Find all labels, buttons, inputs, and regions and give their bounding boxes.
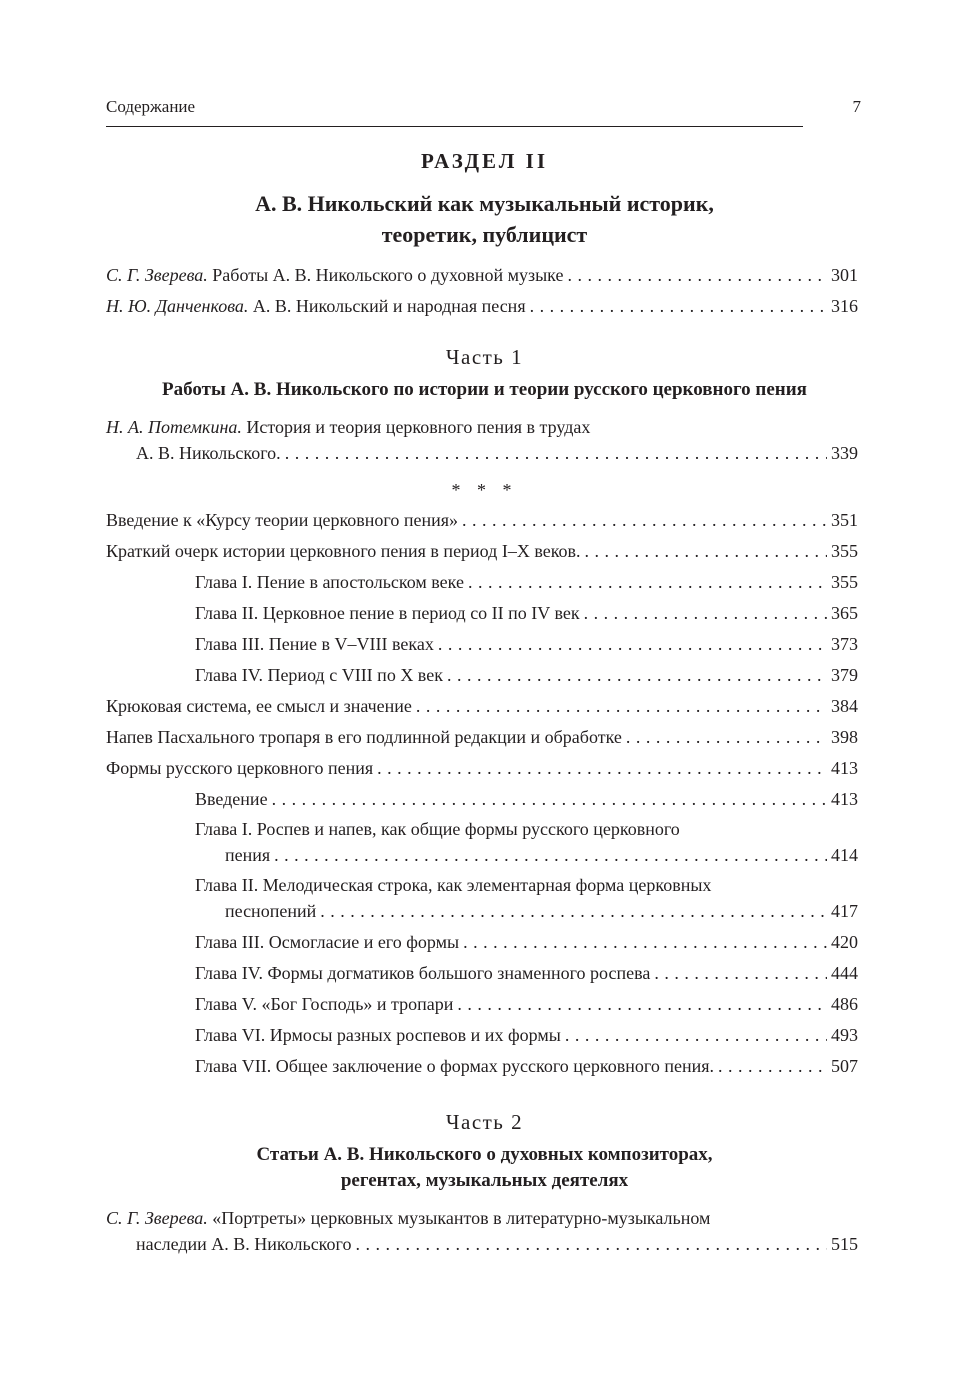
page-ref: 351	[831, 510, 858, 530]
toc-entry	[195, 992, 858, 1016]
toc-entry	[136, 1232, 858, 1256]
entry-title: Напев Пасхального тропаря в его подлинной редакции и обработке	[106, 727, 622, 747]
toc-entry	[195, 663, 858, 687]
part2-label: Часть 2	[445, 1110, 524, 1134]
running-title: Содержание	[106, 97, 196, 116]
entry-title-cont: песнопений	[225, 901, 317, 921]
section-title	[106, 188, 863, 250]
entry-title: Глава III. Пение в V–VIII веках	[195, 634, 434, 654]
part1-label: Часть 1	[445, 345, 524, 369]
toc-entry	[106, 508, 858, 532]
entry-title: Глава VI. Ирмосы разных роспевов и их формы	[195, 1025, 561, 1045]
page-ref: 444	[831, 963, 858, 983]
toc-entry	[106, 539, 858, 563]
toc-entry	[195, 1023, 858, 1047]
entry-title: Краткий очерк истории церковного пения в период I–X веков.	[106, 541, 581, 561]
toc-entry	[136, 441, 858, 465]
part2-title	[106, 1142, 863, 1194]
page-ref: 379	[831, 665, 858, 685]
dot-leader	[530, 294, 827, 318]
entry-title: «Портреты» церковных музыкантов в литературно-музыкальном	[207, 1208, 711, 1228]
page-ref: 507	[831, 1056, 858, 1076]
part1-title: Работы А. В. Никольского по истории и теории русского церковного пения	[162, 379, 807, 400]
dot-leader	[457, 992, 827, 1016]
toc-entry	[225, 899, 858, 923]
dot-leader	[272, 787, 827, 811]
toc-entry	[106, 725, 858, 749]
dot-leader	[320, 899, 827, 923]
toc-entry-text	[106, 263, 563, 287]
entry-title: Крюковая система, ее смысл и значение	[106, 696, 412, 716]
page-ref: 493	[831, 1025, 858, 1045]
dot-leader	[718, 1054, 827, 1078]
toc-entry	[195, 1054, 858, 1078]
header-rule	[106, 126, 803, 127]
page-ref: 339	[831, 443, 858, 463]
entry-title: Глава VII. Общее заключение о формах русского церковного пения.	[195, 1056, 714, 1076]
page-ref: 355	[831, 572, 858, 592]
section-label: РАЗДЕЛ II	[420, 149, 548, 173]
dot-leader	[584, 601, 827, 625]
entry-title: Введение к «Курсу теории церковного пения»	[106, 510, 459, 530]
dot-leader	[416, 694, 827, 718]
toc-entry	[195, 632, 858, 656]
toc-entry	[195, 570, 858, 594]
section-title-line2: теоретик, публицист	[381, 222, 588, 247]
entry-title-cont: пения	[225, 845, 271, 865]
entry-title-line1: Глава I. Роспев и напев, как общие формы русского церковного	[195, 819, 680, 839]
toc-entry-line1	[106, 415, 590, 439]
dot-leader	[463, 930, 827, 954]
dot-leader	[438, 632, 827, 656]
section-title-line1: А. В. Никольский как музыкальный историк,	[255, 191, 714, 216]
part2-title-line1: Статьи А. В. Никольского о духовных композиторах,	[256, 1144, 713, 1165]
separator-asterisks: * * *	[451, 480, 518, 500]
toc-entry	[195, 930, 858, 954]
toc-entry	[195, 961, 858, 985]
page-ref: 413	[831, 789, 858, 809]
toc-entry	[106, 756, 858, 780]
toc-entry	[195, 601, 858, 625]
author-name: Н. Ю. Данченкова.	[106, 296, 249, 316]
dot-leader	[585, 539, 827, 563]
toc-entry	[106, 263, 858, 287]
entry-title: Глава IV. Период с VIII по X век	[195, 665, 443, 685]
page-ref: 413	[831, 758, 858, 778]
entry-title-cont: наследии А. В. Никольского	[136, 1234, 352, 1254]
author-name: С. Г. Зверева.	[106, 265, 208, 285]
page-ref: 515	[831, 1234, 858, 1254]
toc-entry	[225, 843, 858, 867]
page-ref: 414	[831, 845, 858, 865]
entry-title: Глава I. Пение в апостольском веке	[195, 572, 464, 592]
dot-leader	[462, 508, 827, 532]
dot-leader	[274, 843, 827, 867]
page-ref: 398	[831, 727, 858, 747]
entry-title: Формы русского церковного пения	[106, 758, 374, 778]
dot-leader	[285, 441, 827, 465]
page-ref: 417	[831, 901, 858, 921]
page-ref: 365	[831, 603, 858, 623]
entry-title: Введение	[195, 789, 268, 809]
dot-leader	[447, 663, 827, 687]
dot-leader	[654, 961, 827, 985]
part2-title-line2: регентах, музыкальных деятелях	[340, 1170, 629, 1191]
page-ref: 373	[831, 634, 858, 654]
entry-title: А. В. Никольский и народная песня	[248, 296, 526, 316]
dot-leader	[377, 756, 827, 780]
dot-leader	[355, 1232, 827, 1256]
dot-leader	[626, 725, 827, 749]
page-ref: 355	[831, 541, 858, 561]
dot-leader	[567, 263, 827, 287]
author-name: Н. А. Потемкина.	[106, 417, 242, 437]
toc-entry-text	[106, 294, 526, 318]
entry-title: История и теория церковного пения в трудах	[241, 417, 591, 437]
author-name: С. Г. Зверева.	[106, 1208, 208, 1228]
toc-entry	[106, 294, 858, 318]
page-ref: 384	[831, 696, 858, 716]
page-ref: 316	[831, 296, 858, 316]
dot-leader	[468, 570, 827, 594]
page-number: 7	[852, 97, 861, 116]
page-ref: 420	[831, 932, 858, 952]
entry-title: Работы А. В. Никольского о духовной музыке	[207, 265, 564, 285]
entry-title-line1: Глава II. Мелодическая строка, как элементарная форма церковных	[195, 875, 712, 895]
entry-title-cont: А. В. Никольского.	[136, 443, 281, 463]
entry-title: Глава III. Осмогласие и его формы	[195, 932, 460, 952]
toc-entry	[106, 694, 858, 718]
toc-entry-line1	[106, 1206, 710, 1230]
entry-title: Глава V. «Бог Господь» и тропари	[195, 994, 454, 1014]
entry-title: Глава IV. Формы догматиков большого знаменного роспева	[195, 963, 651, 983]
page-ref: 301	[831, 265, 858, 285]
page-ref: 486	[831, 994, 858, 1014]
toc-entry	[195, 787, 858, 811]
entry-title: Глава II. Церковное пение в период со II по IV век	[195, 603, 580, 623]
dot-leader	[565, 1023, 827, 1047]
